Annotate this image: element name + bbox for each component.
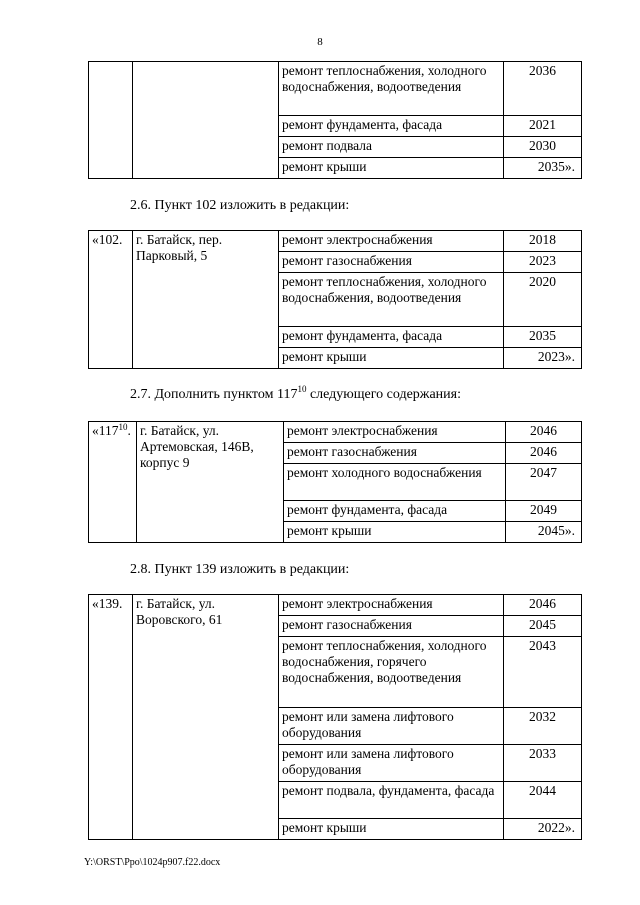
work-type-cell: ремонт крыши — [279, 819, 504, 840]
year-cell: 2021 — [504, 116, 582, 137]
table-item-117-10 — [88, 421, 582, 543]
paragraph-2-8: 2.8. Пункт 139 изложить в редакции: — [130, 562, 350, 577]
footer-file-path: Y:\ORST\Ppo\1024p907.f22.docx — [84, 857, 221, 868]
item-number-suffix: . — [127, 423, 131, 438]
work-type-cell: ремонт крыши — [279, 158, 504, 179]
work-type-cell: ремонт или замена лифтового оборудования — [279, 745, 504, 782]
year-cell: 2045 — [504, 616, 582, 637]
year-cell: 2046 — [506, 422, 582, 443]
work-type-cell: ремонт крыши — [279, 348, 504, 369]
table-row — [89, 231, 582, 252]
work-type-cell: ремонт или замена лифтового оборудования — [279, 708, 504, 745]
year-cell: 2020 — [504, 273, 582, 327]
item-number: «117 — [92, 423, 119, 438]
year-cell: 2030 — [504, 137, 582, 158]
table-row — [89, 422, 582, 443]
work-type-cell: ремонт газоснабжения — [279, 252, 504, 273]
work-type-cell: ремонт электроснабжения — [279, 595, 504, 616]
table-continuation — [88, 61, 582, 179]
item-number-cell — [89, 422, 137, 543]
year-cell: 2035 — [504, 327, 582, 348]
work-type-cell: ремонт газоснабжения — [284, 443, 506, 464]
work-type-cell: ремонт фундамента, фасада — [279, 116, 504, 137]
paragraph-2-7-text: 2.7. Дополнить пунктом 117 — [130, 387, 298, 402]
paragraph-2-7-text-end: следующего содержания: — [306, 387, 461, 402]
year-cell: 2036 — [504, 62, 582, 116]
work-type-cell: ремонт электроснабжения — [279, 231, 504, 252]
year-cell: 2032 — [504, 708, 582, 745]
paragraph-2-7 — [130, 384, 461, 403]
year-cell: 2023». — [504, 348, 582, 369]
year-cell: 2046 — [504, 595, 582, 616]
year-cell: 2045». — [506, 522, 582, 543]
item-number-superscript: 10 — [118, 422, 128, 432]
table-row — [89, 62, 582, 116]
year-cell: 2023 — [504, 252, 582, 273]
table-item-139 — [88, 594, 582, 840]
work-type-cell: ремонт электроснабжения — [284, 422, 506, 443]
work-type-cell: ремонт подвала, фундамента, фасада — [279, 782, 504, 819]
work-type-cell: ремонт фундамента, фасада — [284, 501, 506, 522]
year-cell: 2047 — [506, 464, 582, 501]
work-type-cell: ремонт подвала — [279, 137, 504, 158]
item-number-cell: «102. — [89, 231, 133, 369]
work-type-cell: ремонт крыши — [284, 522, 506, 543]
year-cell: 2018 — [504, 231, 582, 252]
work-type-cell: ремонт холодного водоснабжения — [284, 464, 506, 501]
work-type-cell: ремонт теплоснабжения, холодного водоснабжения, горячего водоснабжения, водоотведения — [279, 637, 504, 708]
item-number-cell: «139. — [89, 595, 133, 840]
table-item-102 — [88, 230, 582, 369]
item-number-cell — [89, 62, 133, 179]
page-number: 8 — [317, 36, 323, 48]
table-row — [89, 595, 582, 616]
year-cell: 2049 — [506, 501, 582, 522]
year-cell: 2035». — [504, 158, 582, 179]
address-cell — [133, 62, 279, 179]
work-type-cell: ремонт теплоснабжения, холодного водоснабжения, водоотведения — [279, 62, 504, 116]
work-type-cell: ремонт газоснабжения — [279, 616, 504, 637]
year-cell: 2043 — [504, 637, 582, 708]
address-cell: г. Батайск, ул. Артемовская, 146В, корпус 9 — [137, 422, 284, 543]
address-cell: г. Батайск, пер. Парковый, 5 — [133, 231, 279, 369]
paragraph-2-7-superscript: 10 — [297, 384, 307, 394]
year-cell: 2033 — [504, 745, 582, 782]
address-cell: г. Батайск, ул. Воровского, 61 — [133, 595, 279, 840]
year-cell: 2044 — [504, 782, 582, 819]
year-cell: 2022». — [504, 819, 582, 840]
work-type-cell: ремонт теплоснабжения, холодного водоснабжения, водоотведения — [279, 273, 504, 327]
paragraph-2-6: 2.6. Пункт 102 изложить в редакции: — [130, 198, 350, 213]
work-type-cell: ремонт фундамента, фасада — [279, 327, 504, 348]
year-cell: 2046 — [506, 443, 582, 464]
